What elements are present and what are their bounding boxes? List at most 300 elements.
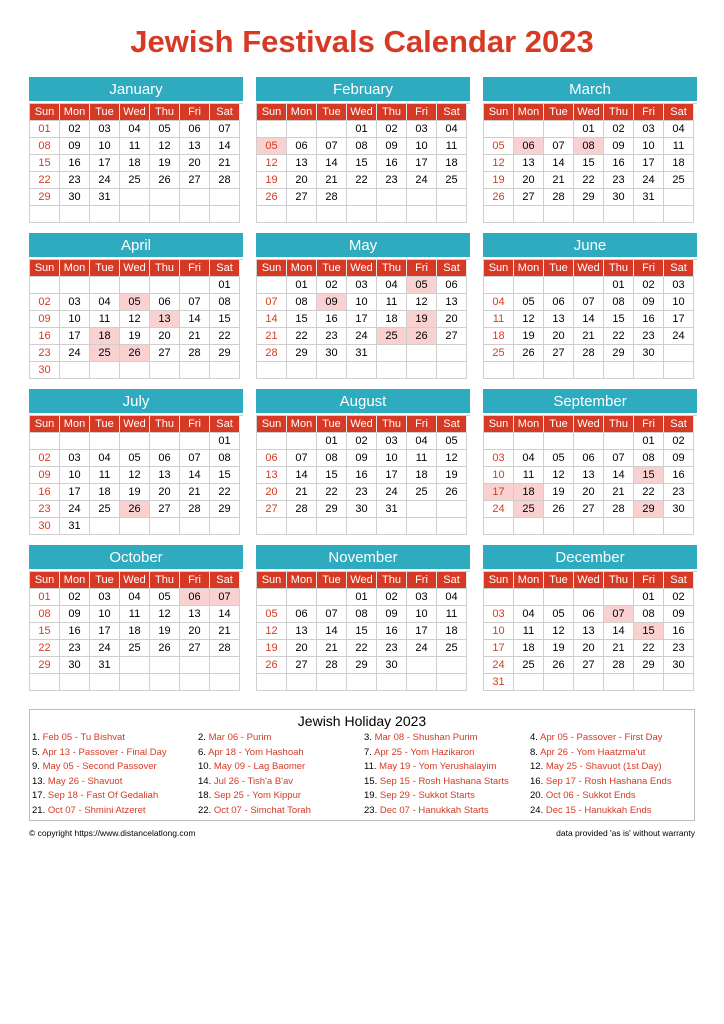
day-cell: 21 <box>604 640 634 657</box>
day-cell: 30 <box>604 189 634 206</box>
empty-cell <box>90 362 120 379</box>
legend-item: 1. Feb 05 - Tu Bishvat <box>32 732 125 743</box>
empty-cell <box>544 518 574 535</box>
month-3 <box>29 233 243 379</box>
day-cell: 07 <box>257 294 287 311</box>
week-row <box>30 206 243 223</box>
weekday-header: Sat <box>437 104 467 121</box>
day-cell: 29 <box>574 189 604 206</box>
week-row <box>257 328 470 345</box>
week-row <box>484 623 697 640</box>
weekday-header: Fri <box>634 416 664 433</box>
day-cell: 10 <box>664 294 694 311</box>
week-row <box>484 294 697 311</box>
weekday-header: Fri <box>407 572 437 589</box>
day-cell: 15 <box>287 311 317 328</box>
empty-cell <box>484 362 514 379</box>
day-cell: 08 <box>634 606 664 623</box>
holiday-day-cell: 06 <box>180 589 210 606</box>
legend-item: 3. Mar 08 - Shushan Purim <box>364 732 478 743</box>
day-cell: 30 <box>347 501 377 518</box>
day-cell: 01 <box>210 277 240 294</box>
day-cell: 15 <box>30 623 60 640</box>
legend-item-date: Apr 26 <box>540 746 569 758</box>
empty-cell <box>634 206 664 223</box>
day-cell: 01 <box>347 121 377 138</box>
empty-cell <box>544 277 574 294</box>
day-cell: 24 <box>60 501 90 518</box>
legend-item-date: Sep 15 <box>379 775 410 787</box>
empty-cell <box>347 674 377 691</box>
weekday-header: Sat <box>437 260 467 277</box>
legend-item-name: Yom Kippur <box>252 790 302 801</box>
day-cell: 31 <box>484 674 514 691</box>
weekday-header: Fri <box>180 104 210 121</box>
legend-item-number: 6. <box>198 746 206 758</box>
legend-item-number: 3. <box>364 732 372 743</box>
week-row <box>484 172 697 189</box>
day-cell: 29 <box>287 345 317 362</box>
legend-item-date: Sep 17 <box>545 775 576 787</box>
empty-cell <box>407 501 437 518</box>
month-0 <box>29 77 243 223</box>
month-name: October <box>29 545 243 569</box>
weekday-header: Thu <box>150 104 180 121</box>
holiday-day-cell: 25 <box>377 328 407 345</box>
day-cell: 29 <box>30 189 60 206</box>
day-cell: 18 <box>514 640 544 657</box>
weekday-header: Wed <box>347 416 377 433</box>
day-cell: 03 <box>377 433 407 450</box>
weekday-header: Tue <box>90 572 120 589</box>
empty-cell <box>574 589 604 606</box>
day-cell: 07 <box>210 121 240 138</box>
weekday-header: Tue <box>317 416 347 433</box>
month-8 <box>483 389 697 535</box>
empty-cell <box>120 362 150 379</box>
day-cell: 10 <box>484 623 514 640</box>
week-row <box>30 433 243 450</box>
week-row <box>30 172 243 189</box>
day-cell: 27 <box>287 189 317 206</box>
day-cell: 24 <box>60 345 90 362</box>
empty-cell <box>90 206 120 223</box>
weekday-header: Sun <box>30 104 60 121</box>
day-cell: 25 <box>120 172 150 189</box>
day-cell: 03 <box>407 589 437 606</box>
weekday-header: Mon <box>60 260 90 277</box>
day-cell: 19 <box>150 155 180 172</box>
month-5 <box>483 233 697 379</box>
legend-item: 5. Apr 13 - Passover - Final Day <box>32 746 167 758</box>
day-cell: 07 <box>180 294 210 311</box>
legend-item: 20. Oct 06 - Sukkot Ends <box>530 790 636 801</box>
day-cell: 14 <box>180 311 210 328</box>
day-cell: 21 <box>574 328 604 345</box>
day-cell: 15 <box>347 155 377 172</box>
day-cell: 28 <box>210 640 240 657</box>
empty-cell <box>120 657 150 674</box>
day-cell: 11 <box>377 294 407 311</box>
month-name: July <box>29 389 243 413</box>
day-cell: 22 <box>210 328 240 345</box>
day-cell: 30 <box>664 501 694 518</box>
empty-cell <box>574 206 604 223</box>
day-cell: 22 <box>317 484 347 501</box>
day-cell: 14 <box>210 606 240 623</box>
day-cell: 13 <box>514 155 544 172</box>
day-cell: 06 <box>544 294 574 311</box>
empty-cell <box>150 277 180 294</box>
day-cell: 21 <box>544 172 574 189</box>
weekday-header: Tue <box>317 104 347 121</box>
week-row <box>484 657 697 674</box>
day-cell: 16 <box>317 311 347 328</box>
day-cell: 25 <box>120 640 150 657</box>
day-cell: 20 <box>437 311 467 328</box>
day-cell: 24 <box>407 640 437 657</box>
day-cell: 10 <box>634 138 664 155</box>
day-cell: 26 <box>544 501 574 518</box>
day-cell: 13 <box>287 155 317 172</box>
day-cell: 13 <box>180 606 210 623</box>
day-cell: 08 <box>210 294 240 311</box>
weekday-header: Mon <box>514 104 544 121</box>
weekday-header: Sat <box>210 260 240 277</box>
weekday-header: Fri <box>407 416 437 433</box>
day-cell: 29 <box>317 501 347 518</box>
weekday-header: Sun <box>484 260 514 277</box>
weekday-header: Sun <box>257 104 287 121</box>
month-name: April <box>29 233 243 257</box>
week-row <box>257 450 470 467</box>
week-row <box>484 155 697 172</box>
empty-cell <box>664 674 694 691</box>
legend-item: 6. Apr 18 - Yom Hashoah <box>198 746 304 758</box>
legend-item: 18. Sep 25 - Yom Kippur <box>198 790 302 801</box>
day-cell: 21 <box>210 623 240 640</box>
weekday-header: Fri <box>407 104 437 121</box>
day-cell: 16 <box>664 623 694 640</box>
empty-cell <box>287 206 317 223</box>
legend-item-name: Purim <box>246 732 272 743</box>
weekday-header: Sun <box>484 416 514 433</box>
day-cell: 23 <box>664 484 694 501</box>
empty-cell <box>407 518 437 535</box>
day-cell: 09 <box>377 138 407 155</box>
legend-item: 12. May 25 - Shavuot (1st Day) <box>530 761 662 772</box>
empty-cell <box>30 277 60 294</box>
day-cell: 25 <box>514 657 544 674</box>
empty-cell <box>407 674 437 691</box>
day-cell: 01 <box>574 121 604 138</box>
day-cell: 29 <box>604 345 634 362</box>
empty-cell <box>150 189 180 206</box>
weekday-header: Wed <box>120 260 150 277</box>
day-cell: 23 <box>60 640 90 657</box>
legend-item-name: Second Passover <box>82 761 157 772</box>
day-cell: 21 <box>317 640 347 657</box>
month-name: January <box>29 77 243 101</box>
month-2 <box>483 77 697 223</box>
day-cell: 20 <box>287 172 317 189</box>
legend-item-name: Fast Of Gedaliah <box>86 790 159 801</box>
day-cell: 15 <box>574 155 604 172</box>
empty-cell <box>574 362 604 379</box>
weekday-header: Sat <box>664 416 694 433</box>
empty-cell <box>604 206 634 223</box>
legend-item-number: 4. <box>530 732 538 743</box>
week-row <box>30 311 243 328</box>
holiday-day-cell: 07 <box>210 589 240 606</box>
day-cell: 24 <box>90 172 120 189</box>
month-name: December <box>483 545 697 569</box>
empty-cell <box>257 121 287 138</box>
day-cell: 14 <box>317 155 347 172</box>
day-cell: 15 <box>30 155 60 172</box>
day-cell: 03 <box>90 589 120 606</box>
day-cell: 29 <box>634 657 664 674</box>
day-cell: 16 <box>664 467 694 484</box>
day-cell: 11 <box>90 311 120 328</box>
day-cell: 02 <box>347 433 377 450</box>
day-cell: 12 <box>544 623 574 640</box>
day-cell: 16 <box>604 155 634 172</box>
day-cell: 06 <box>287 606 317 623</box>
day-cell: 17 <box>60 328 90 345</box>
week-row <box>257 345 470 362</box>
legend-item-number: 9. <box>32 761 40 772</box>
day-cell: 29 <box>347 657 377 674</box>
weekday-header: Sat <box>664 260 694 277</box>
empty-cell <box>317 589 347 606</box>
empty-cell <box>514 121 544 138</box>
day-cell: 29 <box>210 345 240 362</box>
empty-cell <box>287 518 317 535</box>
legend-item-name: Yom Yerushalayim <box>418 761 497 772</box>
day-cell: 09 <box>634 294 664 311</box>
day-cell: 12 <box>484 155 514 172</box>
holiday-day-cell: 15 <box>634 467 664 484</box>
day-cell: 09 <box>60 606 90 623</box>
day-cell: 27 <box>180 172 210 189</box>
day-cell: 06 <box>574 606 604 623</box>
weekday-header: Thu <box>150 260 180 277</box>
month-name: March <box>483 77 697 101</box>
day-cell: 07 <box>317 138 347 155</box>
day-cell: 25 <box>407 484 437 501</box>
month-grid <box>256 103 470 223</box>
empty-cell <box>287 674 317 691</box>
day-cell: 20 <box>544 328 574 345</box>
month-name: August <box>256 389 470 413</box>
day-cell: 25 <box>484 345 514 362</box>
day-cell: 09 <box>60 138 90 155</box>
weekday-header: Fri <box>634 260 664 277</box>
weekday-header: Sat <box>210 572 240 589</box>
weekday-header: Tue <box>90 260 120 277</box>
week-row <box>30 589 243 606</box>
weekday-header: Wed <box>120 104 150 121</box>
day-cell: 11 <box>407 450 437 467</box>
day-cell: 06 <box>180 121 210 138</box>
legend-item-name: Shavuot <box>87 775 123 787</box>
legend-item: 17. Sep 18 - Fast Of Gedaliah <box>32 790 159 801</box>
day-cell: 07 <box>544 138 574 155</box>
week-row <box>257 277 470 294</box>
day-cell: 27 <box>574 501 604 518</box>
empty-cell <box>287 362 317 379</box>
day-cell: 04 <box>120 121 150 138</box>
day-cell: 11 <box>514 467 544 484</box>
month-grid <box>256 571 470 691</box>
legend-item: 15. Sep 15 - Rosh Hashana Starts <box>364 775 509 787</box>
day-cell: 08 <box>210 450 240 467</box>
empty-cell <box>574 674 604 691</box>
empty-cell <box>120 433 150 450</box>
day-cell: 28 <box>287 501 317 518</box>
day-cell: 22 <box>30 172 60 189</box>
day-cell: 05 <box>484 138 514 155</box>
day-cell: 27 <box>150 501 180 518</box>
legend-item-number: 15. <box>364 775 378 787</box>
empty-cell <box>180 206 210 223</box>
day-cell: 02 <box>60 589 90 606</box>
week-row <box>484 433 697 450</box>
week-row <box>257 674 470 691</box>
day-cell: 20 <box>150 328 180 345</box>
week-row <box>257 189 470 206</box>
empty-cell <box>287 121 317 138</box>
day-cell: 17 <box>90 155 120 172</box>
week-row <box>30 501 243 518</box>
legend-item-date: Apr 18 <box>208 746 237 758</box>
day-cell: 19 <box>544 484 574 501</box>
empty-cell <box>257 277 287 294</box>
empty-cell <box>347 189 377 206</box>
day-cell: 27 <box>257 501 287 518</box>
day-cell: 11 <box>664 138 694 155</box>
day-cell: 01 <box>604 277 634 294</box>
day-cell: 30 <box>60 189 90 206</box>
month-grid <box>256 259 470 379</box>
day-cell: 22 <box>634 484 664 501</box>
weekday-header: Tue <box>544 416 574 433</box>
empty-cell <box>604 674 634 691</box>
legend-item: 19. Sep 29 - Sukkot Starts <box>364 790 475 801</box>
legend-item-date: May 25 <box>545 761 578 772</box>
day-cell: 01 <box>634 433 664 450</box>
empty-cell <box>514 277 544 294</box>
empty-cell <box>514 206 544 223</box>
empty-cell <box>90 674 120 691</box>
week-row <box>484 589 697 606</box>
empty-cell <box>437 362 467 379</box>
day-cell: 18 <box>664 155 694 172</box>
day-cell: 01 <box>30 121 60 138</box>
week-row <box>257 589 470 606</box>
day-cell: 06 <box>257 450 287 467</box>
legend-item-name: Rosh Hashana Starts <box>418 775 509 787</box>
legend-item-number: 24. <box>530 804 544 816</box>
day-cell: 23 <box>377 640 407 657</box>
weekday-header: Sat <box>664 104 694 121</box>
empty-cell <box>257 674 287 691</box>
weekday-header: Sat <box>664 572 694 589</box>
week-row <box>257 362 470 379</box>
day-cell: 20 <box>180 155 210 172</box>
month-9 <box>29 545 243 691</box>
day-cell: 04 <box>90 294 120 311</box>
empty-cell <box>437 189 467 206</box>
day-cell: 04 <box>664 121 694 138</box>
legend-item-date: Apr 25 <box>374 746 403 758</box>
legend-item-number: 2. <box>198 732 206 743</box>
week-row <box>484 345 697 362</box>
weekday-header: Mon <box>514 416 544 433</box>
day-cell: 17 <box>377 467 407 484</box>
day-cell: 09 <box>347 450 377 467</box>
legend-item-date: May 09 <box>213 761 246 772</box>
weekday-header: Wed <box>574 572 604 589</box>
day-cell: 10 <box>90 138 120 155</box>
legend-item: 11. May 19 - Yom Yerushalayim <box>364 761 497 772</box>
day-cell: 27 <box>574 657 604 674</box>
day-cell: 19 <box>120 484 150 501</box>
empty-cell <box>604 362 634 379</box>
day-cell: 11 <box>90 467 120 484</box>
week-row <box>30 277 243 294</box>
empty-cell <box>484 121 514 138</box>
empty-cell <box>377 674 407 691</box>
empty-cell <box>347 362 377 379</box>
day-cell: 05 <box>544 450 574 467</box>
weekday-header: Sun <box>484 572 514 589</box>
day-cell: 20 <box>574 640 604 657</box>
legend-item-name: Passover - Final Day <box>78 746 167 758</box>
empty-cell <box>210 518 240 535</box>
legend-item: 10. May 09 - Lag Baomer <box>198 761 306 772</box>
day-cell: 08 <box>317 450 347 467</box>
empty-cell <box>437 518 467 535</box>
day-cell: 12 <box>150 606 180 623</box>
day-cell: 09 <box>30 467 60 484</box>
day-cell: 30 <box>30 362 60 379</box>
day-cell: 24 <box>377 484 407 501</box>
empty-cell <box>180 433 210 450</box>
weekday-header: Sun <box>257 416 287 433</box>
month-grid <box>483 259 697 379</box>
legend-item-name: Shmini Atzeret <box>84 804 146 816</box>
day-cell: 11 <box>437 138 467 155</box>
day-cell: 14 <box>210 138 240 155</box>
month-name: September <box>483 389 697 413</box>
empty-cell <box>407 657 437 674</box>
empty-cell <box>150 433 180 450</box>
week-row <box>257 518 470 535</box>
holiday-day-cell: 17 <box>484 484 514 501</box>
empty-cell <box>604 518 634 535</box>
day-cell: 12 <box>120 467 150 484</box>
day-cell: 23 <box>317 328 347 345</box>
holiday-day-cell: 19 <box>407 311 437 328</box>
day-cell: 07 <box>317 606 347 623</box>
day-cell: 14 <box>574 311 604 328</box>
week-row <box>257 311 470 328</box>
day-cell: 16 <box>30 328 60 345</box>
week-row <box>30 518 243 535</box>
day-cell: 16 <box>377 623 407 640</box>
